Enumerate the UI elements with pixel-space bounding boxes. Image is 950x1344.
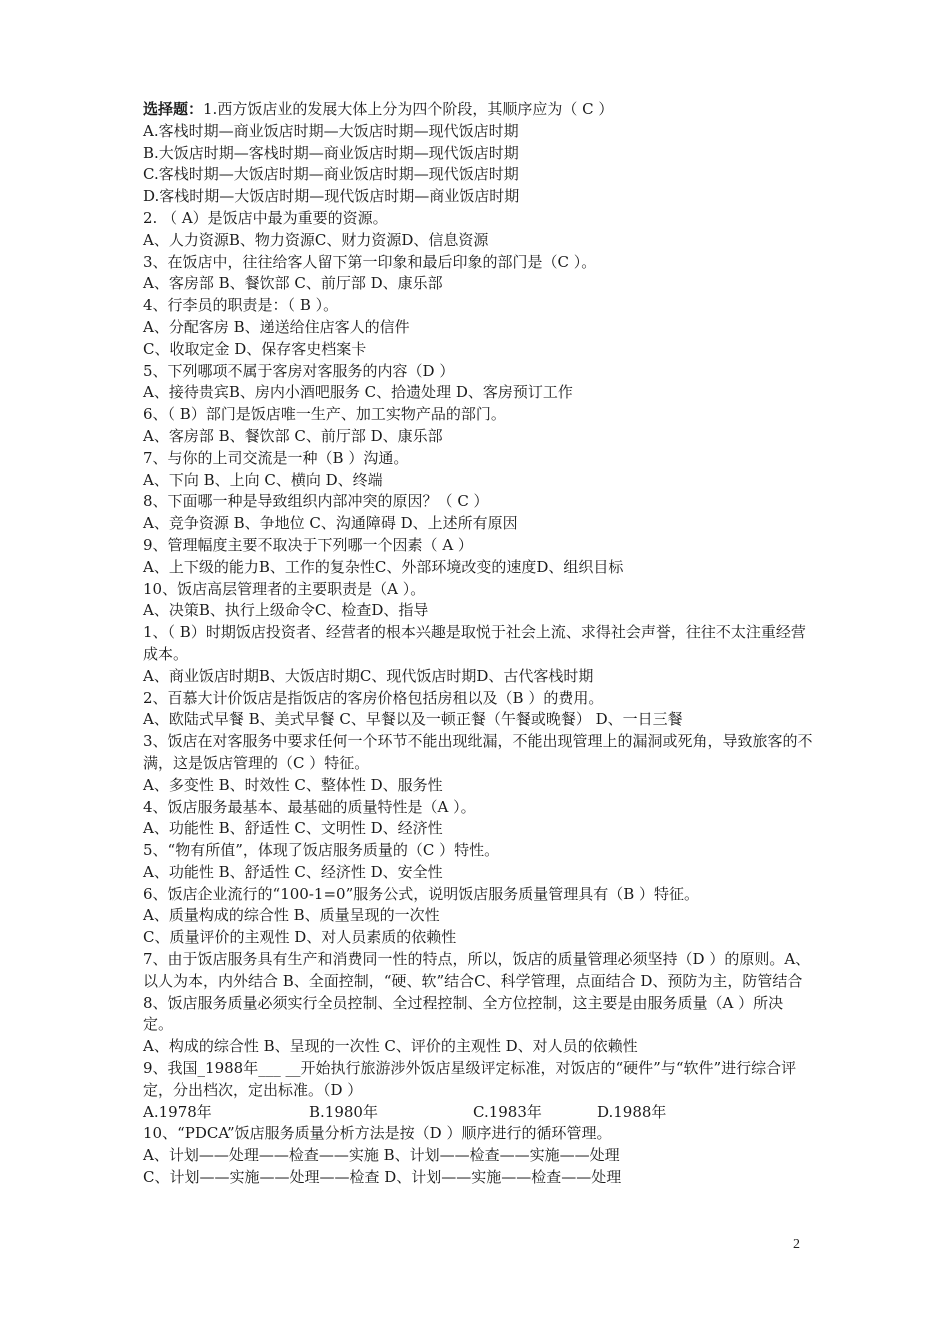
option-line: C.客栈时期—大饭店时期—商业饭店时期—现代饭店时期 [143,165,519,184]
question-paragraph: 8、饭店服务质量必须实行全员控制、全过程控制、全方位控制，这主要是由服务质量（A ）所决定。 [143,993,784,1034]
option-line: B.大饭店时期—客栈时期—商业饭店时期—现代饭店时期 [143,143,519,162]
question-line: 7、与你的上司交流是一种（B ）沟通。 [143,448,409,467]
question-line: 5、下列哪项不属于客房对客服务的内容（D ） [143,361,455,380]
question-paragraph: 1、（ B）时期饭店投资者、经营者的根本兴趣是取悦于社会上流、求得社会声誉，往往不太注重经营成本。 [143,623,806,663]
question-paragraph: 3、饭店在对客服务中要求任何一个环节不能出现纰漏，不能出现管理上的漏洞或死角，导致旅客的不满，这是饭店管理的（C ）特征。 [143,732,813,772]
question-line: 4、饭店服务最基本、最基础的质量特性是（A ）。 [143,797,476,816]
question-line: 2、百慕大计价饭店是指饭店的客房价格包括房租以及（B ）的费用。 [143,688,604,707]
question-line: 8、下面哪一种是导致组织内部冲突的原因？（ C ） [143,492,489,511]
option-line: A、下向 B、上向 C、横向 D、终端 [143,470,383,489]
option-line: C、质量评价的主观性 D、对人员素质的依赖性 [143,928,457,947]
option-line: A.客栈时期—商业饭店时期—大饭店时期—现代饭店时期 [143,121,519,140]
question-line: 2. （ A）是饭店中最为重要的资源。 [143,208,388,227]
option-line: A、上下级的能力B、工作的复杂性C、外部环境改变的速度D、组织目标 [143,557,624,576]
option-line: A、欧陆式早餐 B、美式早餐 C、早餐以及一顿正餐（午餐或晚餐） D、一日三餐 [143,710,683,729]
question-line: 10、“PDCA”饭店服务质量分析方法是按（D ）顺序进行的循环管理。 [143,1124,612,1143]
question-line: 5、“物有所值”，体现了饭店服务质量的（C ）特性。 [143,841,500,860]
page-number: 2 [793,1237,800,1252]
question-line: 10、饭店高层管理者的主要职责是（A ）。 [143,579,426,598]
question-paragraph: 7、由于饭店服务具有生产和消费同一性的特点，所以，饭店的质量管理必须坚持（D ）的原则。A、以人为本，内外结合 B、全面控制，“硬、软”结合C、科学管理，点面结合 D、预防为主，防管结合 [143,950,811,990]
question-line: 6、（ B）部门是饭店唯一生产、加工实物产品的部门。 [143,405,506,424]
choice-c: C.1983年 [473,1102,542,1121]
question-paragraph: 9、我国_1988年___ __开始执行旅游涉外饭店星级评定标准，对饭店的“硬件”与“软件”进行综合评定，分出档次，定出标准。（D ） [143,1059,797,1099]
question-line [143,99,813,121]
choice-b: B.1980年 [309,1102,378,1121]
section-label: 选择题： [143,100,204,118]
option-line: A、竞争资源 B、争地位 C、沟通障碍 D、上述所有原因 [143,514,518,533]
option-line: A、功能性 B、舒适性 C、文明性 D、经济性 [143,819,443,838]
choice-d: D.1988年 [597,1102,667,1121]
question-line: 6、饭店企业流行的“100-1=0”服务公式，说明饭店服务质量管理具有（B ）特征。 [143,884,700,903]
option-line: C、计划——实施——处理——检查 D、计划——实施——检查——处理 [143,1168,622,1187]
option-line: A、多变性 B、时效性 C、整体性 D、服务性 [143,775,443,794]
question-line: 4、行李员的职责是：（ B ）。 [143,296,339,315]
choice-a: A.1978年 [143,1102,212,1121]
option-line: A、计划——处理——检查——实施 B、计划——检查——实施——处理 [143,1146,620,1165]
option-line: A、客房部 B、餐饮部 C、前厅部 D、康乐部 [143,274,443,293]
option-line: A、客房部 B、餐饮部 C、前厅部 D、康乐部 [143,426,443,445]
option-line: A、功能性 B、舒适性 C、经济性 D、安全性 [143,862,443,881]
option-line: A、人力资源B、物力资源C、财力资源D、信息资源 [143,230,489,249]
option-line: A、分配客房 B、递送给住店客人的信件 [143,317,410,336]
option-line: C、收取定金 D、保存客史档案卡 [143,339,367,358]
option-line: A、质量构成的综合性 B、质量呈现的一次性 [143,906,440,925]
document-body [143,99,813,1189]
option-line: A、决策B、执行上级命令C、检查D、指导 [143,601,429,620]
option-line: A、商业饭店时期B、大饭店时期C、现代饭店时期D、古代客栈时期 [143,666,594,685]
option-line: A、构成的综合性 B、呈现的一次性 C、评价的主观性 D、对人员的依赖性 [143,1037,638,1056]
option-line: D.客栈时期—大饭店时期—现代饭店时期—商业饭店时期 [143,187,520,206]
question-line: 3、在饭店中，往往给客人留下第一印象和最后印象的部门是（C ）。 [143,252,597,271]
question-line: 9、管理幅度主要不取决于下列哪一个因素（ A ） [143,535,473,554]
option-line: A、接待贵宾B、房内小酒吧服务 C、拾遗处理 D、客房预订工作 [143,383,573,402]
q9-choices [143,1102,813,1124]
question-text: 1.西方饭店业的发展大体上分为四个阶段，其顺序应为（ C ） [203,100,614,118]
